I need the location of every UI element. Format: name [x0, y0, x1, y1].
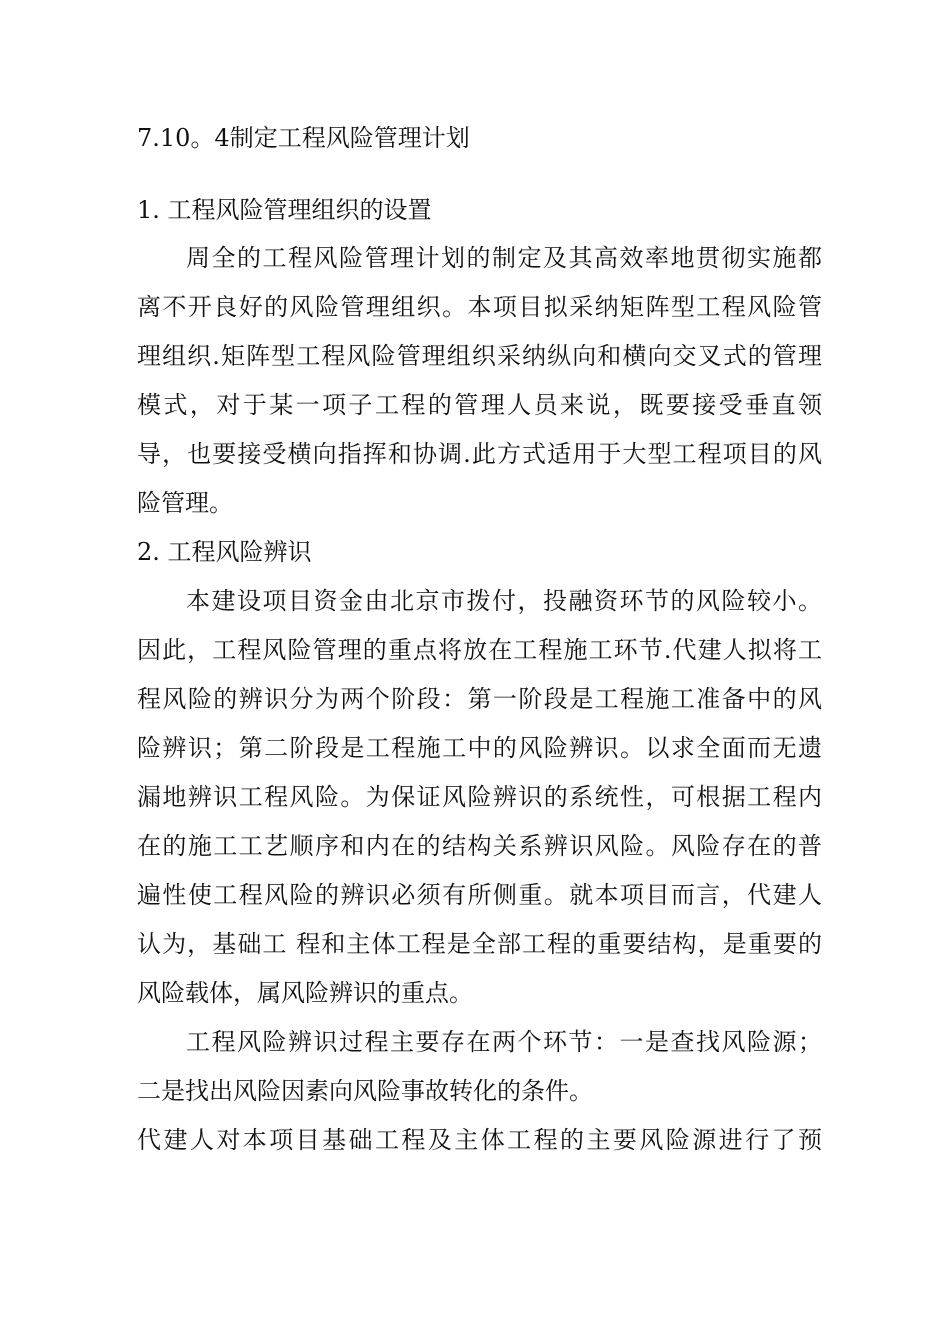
paragraph-line: 风险载体，属风险辨识的重点。 [137, 979, 473, 1007]
paragraph-line: 模式，对于某一项子工程的管理人员来说，既要接受垂直领 [137, 391, 822, 419]
paragraph-line: 在的施工工艺顺序和内在的结构关系辨识风险。风险存在的普 [137, 832, 822, 860]
paragraph-line: 离不开良好的风险管理组织。本项目拟采纳矩阵型工程风险管 [137, 293, 822, 321]
section-title: 7.10。4制定工程风险管理计划 [137, 124, 470, 152]
paragraph-line: 理组织.矩阵型工程风险管理组织采纳纵向和横向交叉式的管理 [137, 342, 822, 370]
paragraph-line: 程风险的辨识分为两个阶段：第一阶段是工程施工准备中的风 [137, 685, 822, 713]
paragraph-line: 险辨识；第二阶段是工程施工中的风险辨识。以求全面而无遗 [137, 734, 822, 762]
paragraph-line: 因此，工程风险管理的重点将放在工程施工环节.代建人拟将工 [137, 636, 822, 664]
subsection-heading-1: 1. 工程风险管理组织的设置 [137, 196, 432, 224]
paragraph-line: 险管理。 [137, 489, 233, 517]
paragraph-line: 导，也要接受横向指挥和协调.此方式适用于大型工程项目的风 [137, 440, 822, 468]
paragraph-line: 认为，基础工 程和主体工程是全部工程的重要结构，是重要的 [137, 930, 822, 958]
paragraph-line: 工程风险辨识过程主要存在两个环节：一是查找风险源； [186, 1028, 822, 1056]
paragraph-line: 代建人对本项目基础工程及主体工程的主要风险源进行了预 [137, 1126, 822, 1154]
paragraph-line: 漏地辨识工程风险。为保证风险辨识的系统性，可根据工程内 [137, 783, 822, 811]
paragraph-line: 遍性使工程风险的辨识必须有所侧重。就本项目而言，代建人 [137, 881, 822, 909]
paragraph-line: 二是找出风险因素向风险事故转化的条件。 [137, 1077, 593, 1105]
subsection-heading-2: 2. 工程风险辨识 [137, 538, 312, 566]
paragraph-line: 本建设项目资金由北京市拨付，投融资环节的风险较小。 [186, 587, 822, 615]
paragraph-line: 周全的工程风险管理计划的制定及其高效率地贯彻实施都 [186, 244, 822, 272]
